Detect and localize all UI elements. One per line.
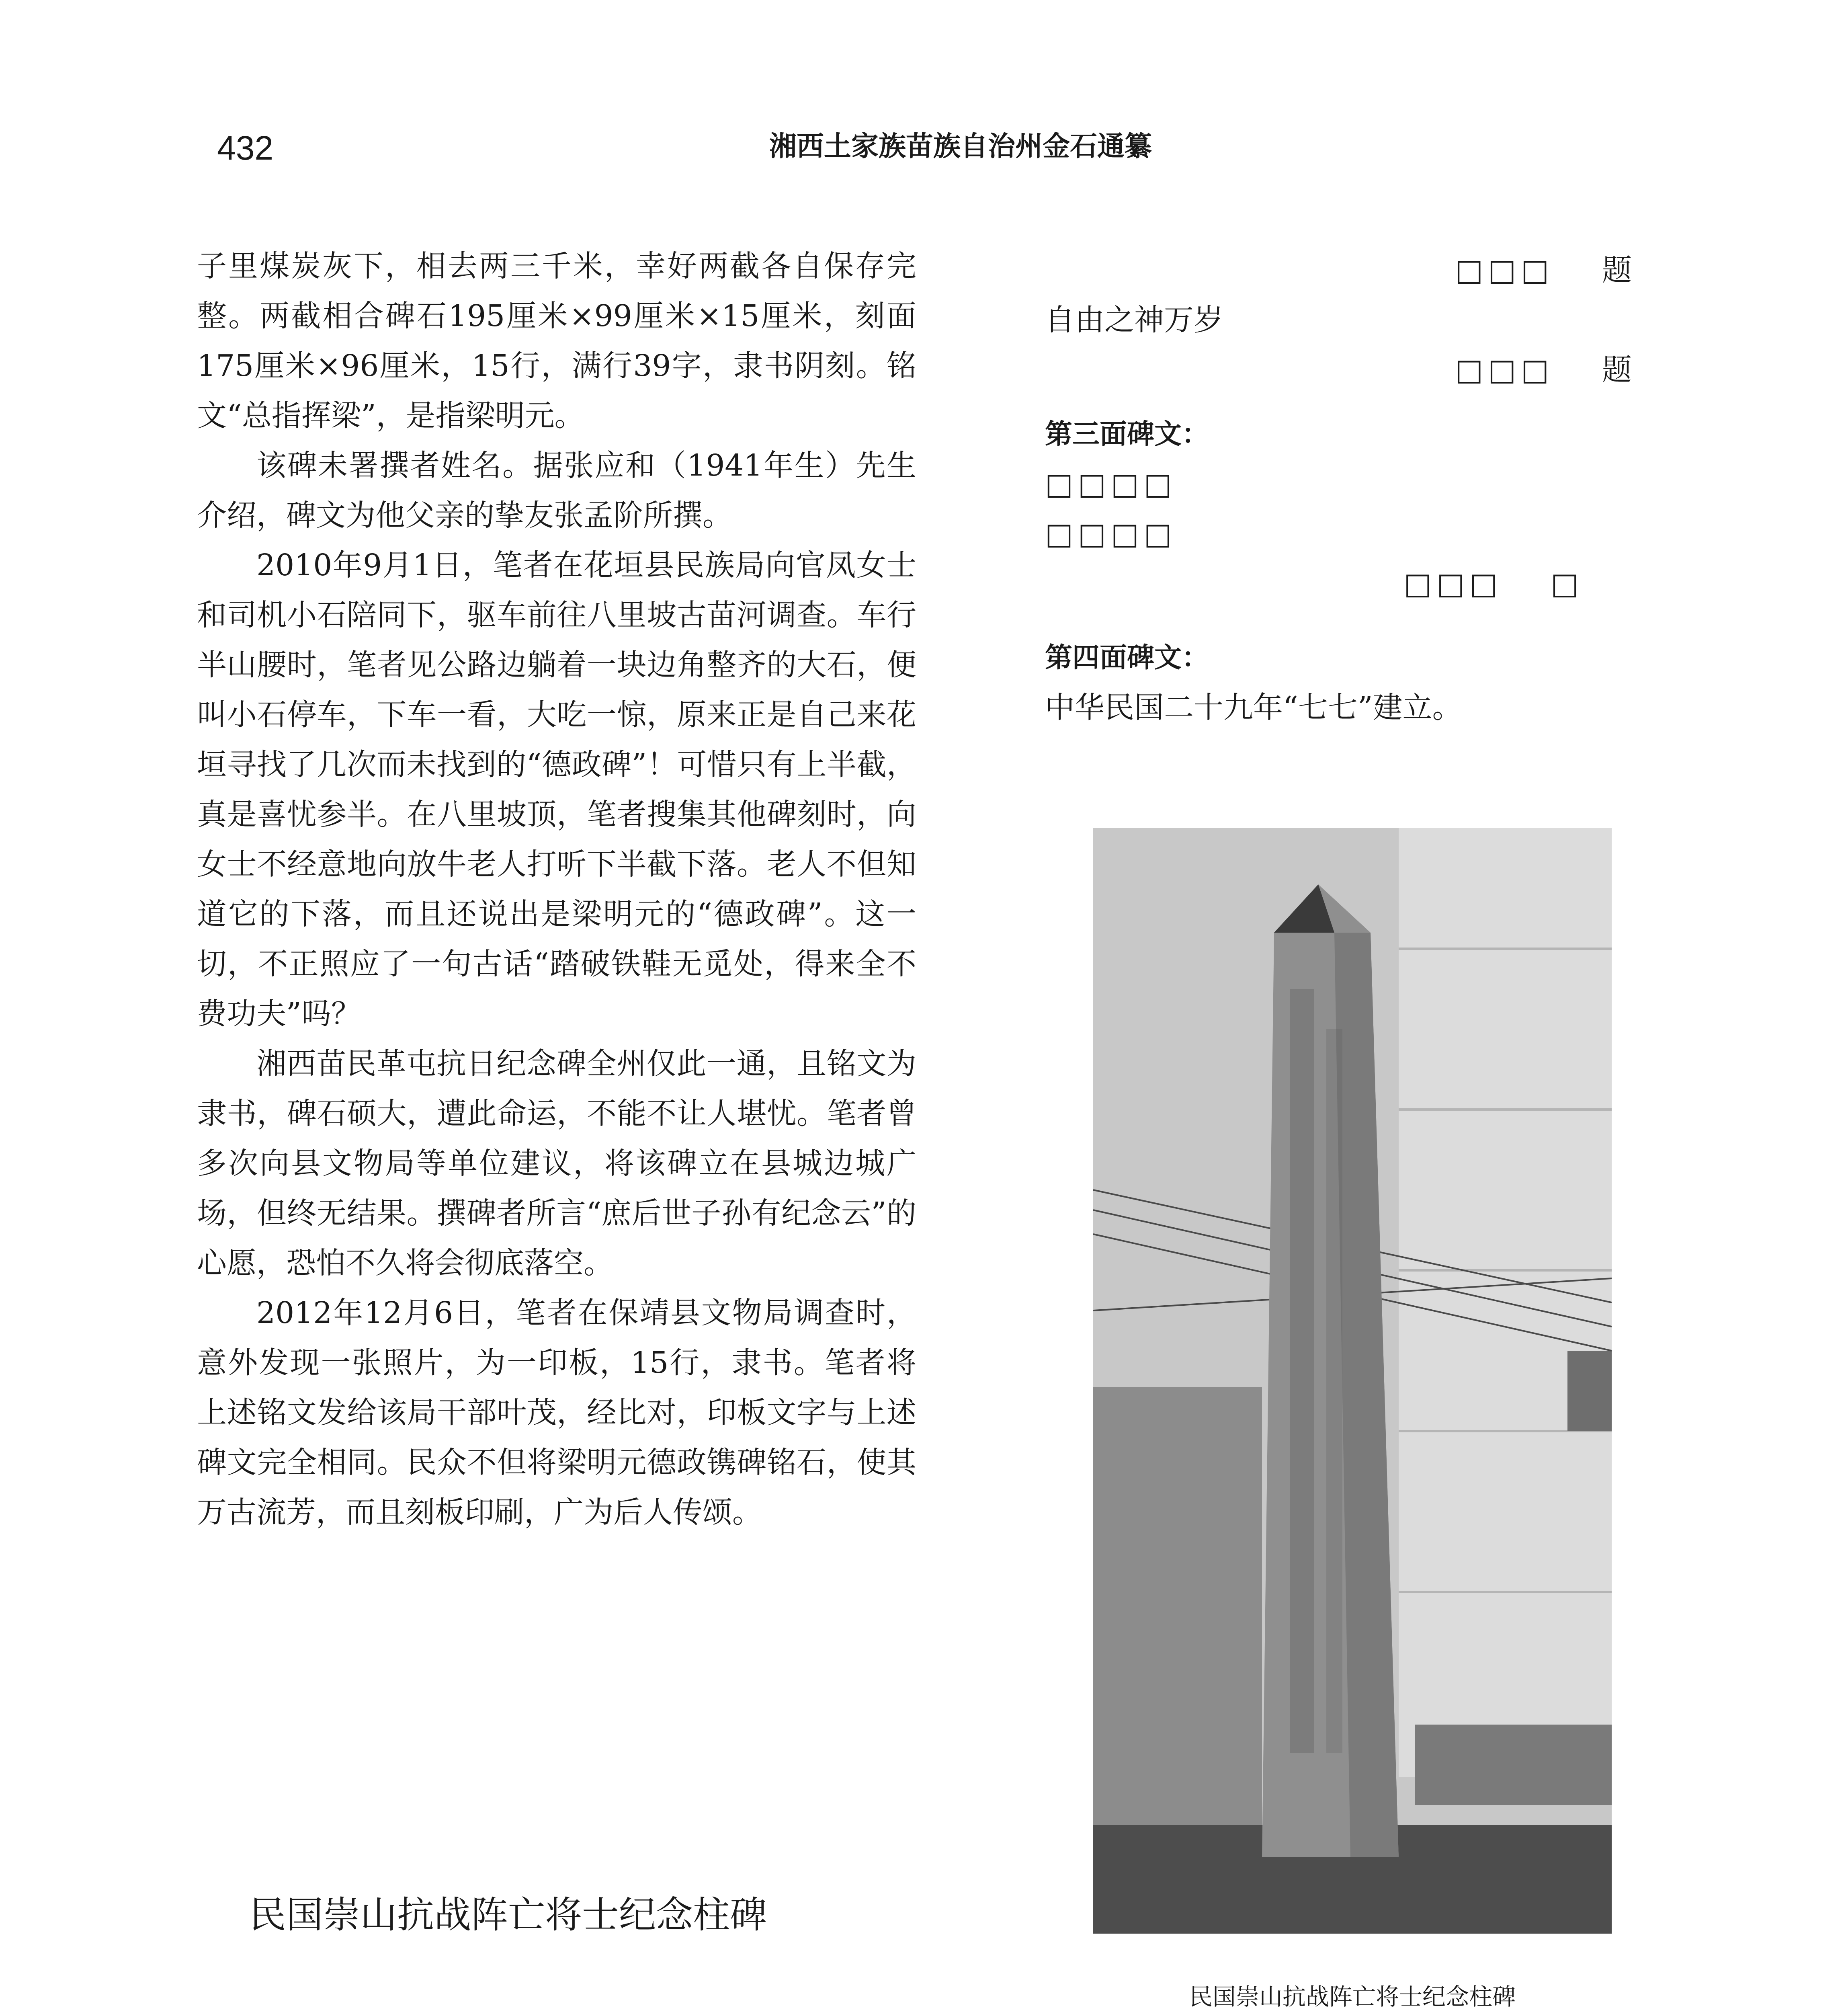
erased-characters: □□□ (1403, 566, 1503, 601)
section-title: 民国崇山抗战阵亡将士纪念柱碑 (249, 1893, 767, 1936)
inscription-text: 自由之神万岁 (1045, 303, 1223, 337)
inscription-text: 中华民国二十九年“七七”建立。 (1045, 690, 1462, 725)
face-4-label: 第四面碑文： (1045, 642, 1209, 674)
erased-characters: □□□□ (1045, 467, 1177, 501)
inscription-continued (1045, 245, 1632, 732)
photo-caption: 民国崇山抗战阵亡将士纪念柱碑 (1189, 1983, 1516, 2010)
erased-characters: □□□ (1455, 353, 1554, 387)
monument-photo (1093, 828, 1612, 1934)
signature-line (1045, 245, 1632, 295)
face-3-label: 第三面碑文： (1045, 418, 1209, 450)
paragraph: 该碑未署撰者姓名。据张应和（1941年生）先生介绍，碑文为他父亲的挚友张孟阶所撰。 (197, 448, 916, 533)
paragraph: 2010年9月1日，笔者在花垣县民族局向官凤女士和司机小石陪同下，驱车前往八里坡古苗河调查。车行半山腰时，笔者见公路边躺着一块边角整齐的大石，便叫小石停车，下车一看，大吃一惊，原来正是自己来花垣寻找了几次而未找到的“德政碑”！可惜只有上半截，真是喜忧参半。在八里坡顶，笔者搜集其他碑刻时，向女士不经意地向放牛老人打听下半截下落。老人不但知道它的下落，而且还说出是梁明元的“德政碑”。这一切，不正照应了一句古话“踏破铁鞋无觅处，得来全不费功夫”吗？ (197, 548, 916, 1031)
signature-word: 题 (1602, 253, 1632, 287)
left-column-body (197, 241, 916, 1537)
paragraph: 2012年12月6日，笔者在保靖县文物局调查时，意外发现一张照片，为一印板，15行，隶书。笔者将上述铭文发给该局干部叶茂，经比对，印板文字与上述碑文完全相同。民众不但将梁明元德政镌碑铭石，使其万古流芳，而且刻板印刷，广为后人传颂。 (197, 1296, 916, 1530)
signature-line (1045, 559, 1632, 609)
paragraph: 湘西苗民革屯抗日纪念碑全州仅此一通，且铭文为隶书，碑石硕大，遭此命运，不能不让人堪忧。笔者曾多次向县文物局等单位建议，将该碑立在县城边城广场，但终无结果。撰碑者所言“庶后世子孙有纪念云”的心愿，恐怕不久将会彻底落空。 (197, 1046, 916, 1280)
paragraph: 子里煤炭灰下，相去两三千米，幸好两截各自保存完整。两截相合碑石195厘米×99厘米×15厘米，刻面175厘米×96厘米，15行，满行39字，隶书阴刻。铭文“总指挥梁”，是指梁明元。 (197, 249, 916, 433)
erased-characters: □□□ (1455, 253, 1554, 287)
erased-characters: □□□□ (1045, 517, 1177, 551)
running-title: 湘西土家族苗族自治州金石通纂 (769, 131, 1152, 162)
signature-word: 题 (1602, 353, 1632, 387)
monument-illustration (1093, 828, 1612, 1934)
erased-characters: □ (1551, 566, 1584, 601)
page-number: 432 (217, 129, 274, 167)
signature-line (1045, 345, 1632, 395)
